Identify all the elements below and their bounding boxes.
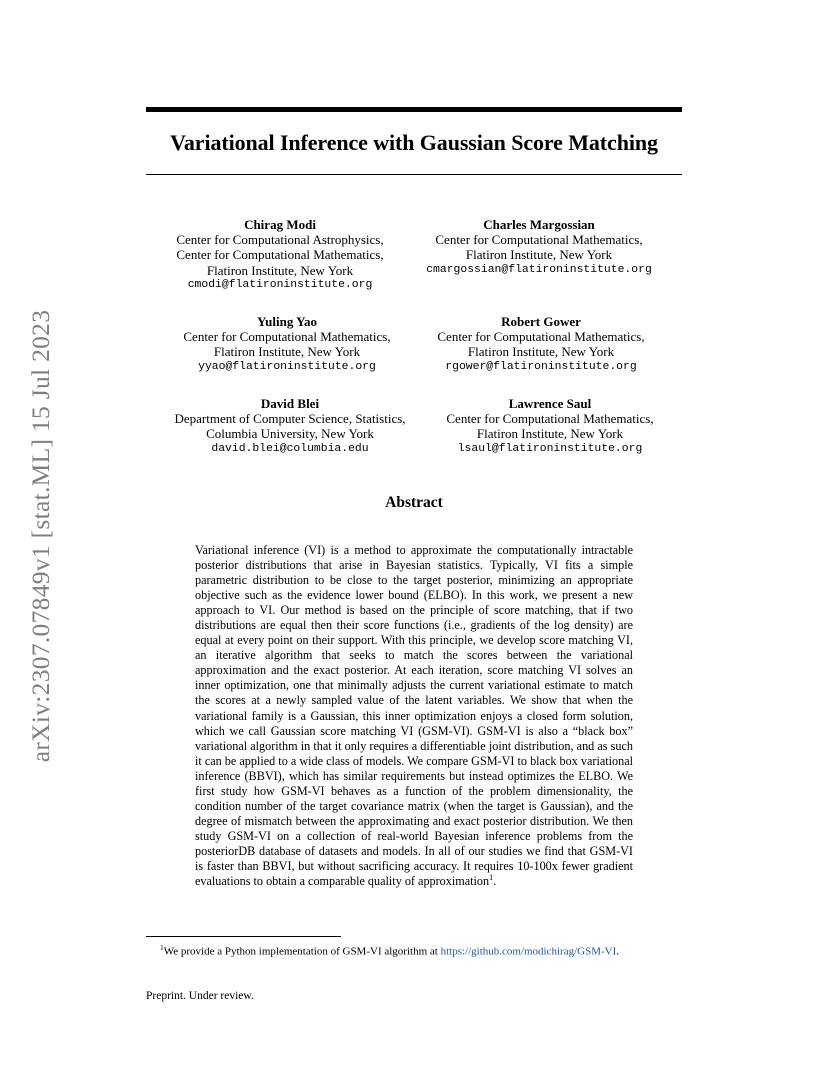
author-affiliation: Center for Computational Mathematics, bbox=[435, 232, 643, 248]
title-rule bbox=[146, 174, 682, 175]
author-affiliation: Center for Computational Mathematics, bbox=[437, 329, 645, 345]
abstract-end: . bbox=[493, 874, 497, 889]
author-email[interactable]: rgower@flatironinstitute.org bbox=[445, 360, 637, 373]
github-link[interactable]: https://github.com/modichirag/GSM-VI bbox=[440, 945, 617, 958]
author-block bbox=[409, 217, 669, 278]
author-name: Yuling Yao bbox=[256, 314, 318, 329]
author-affiliation: Center for Computational Astrophysics, bbox=[176, 232, 384, 248]
author-affiliation: Flatiron Institute, New York bbox=[206, 262, 354, 278]
author-name: David Blei bbox=[260, 396, 320, 411]
footnote-mark: 1 bbox=[160, 943, 164, 952]
author-affiliation: Center for Computational Mathematics, bbox=[183, 329, 391, 345]
author-block bbox=[430, 396, 670, 457]
author-affiliation: Columbia University, New York bbox=[206, 426, 374, 442]
abstract-text: Variational inference (VI) is a method to approximate the computationally intractable posterior distributions that arise in Bayesian statistics. Typically, VI fits a simple parametric distribution to be close to the target posterior, minimizing an appropriate objective such as the evidence lower bound (ELBO). In this work, we present a new approach to VI. Our method is based on the principle of score matching, that if two distributions are equal then their score functions (i.e., gradients of the log density) are equal at every point on their support. With this principle, we develop score matching VI, an iterative algorithm that seeks to match the scores between the variational approximation and the exact posterior. At each iteration, score matching VI solves an inner optimization, one that minimally adjusts the current variational estimate to match the scores at a newly sampled value of the latent variables. We show that when the variational family is a Gaussian, this inner optimization enjoys a closed form solution, which we call Gaussian score matching VI (GSM-VI). GSM-VI is also a “black box” variational algorithm in that it only requires a differentiable joint distribution, and as such it can be applied to a wide class of models. We compare GSM-VI to black box variational inference (BBVI), which has similar requirements but instead optimizes the ELBO. We first study how GSM-VI behaves as a function of the problem dimensionality, the condition number of the target covariance matrix (when the target is Gaussian), and the degree of mismatch between the approximating and exact posterior distribution. We then study GSM-VI on a collection of real-world Bayesian inference problems from the posteriorDB database of datasets and models. In all of our studies we find that GSM-VI is faster than BBVI, but without sacrificing accuracy. It requires 10-100x fewer gradient evaluations to obtain a comparable quality of approximation bbox=[195, 543, 633, 889]
footnote-text: We provide a Python implementation of GSM-VI algorithm at bbox=[163, 945, 441, 958]
author-block bbox=[160, 314, 414, 375]
author-name: Robert Gower bbox=[501, 314, 581, 329]
author-affiliation: Center for Computational Mathematics, bbox=[446, 411, 654, 427]
footnote-marker[interactable]: 1 bbox=[489, 872, 494, 882]
author-email[interactable]: cmargossian@flatironinstitute.org bbox=[426, 263, 652, 276]
author-affiliation: Flatiron Institute, New York bbox=[476, 426, 624, 442]
author-affiliation: Center for Computational Mathematics, bbox=[176, 247, 384, 263]
paper-title: Variational Inference with Gaussian Score Matching bbox=[170, 130, 658, 155]
author-name: Charles Margossian bbox=[483, 217, 595, 232]
author-affiliation: Flatiron Institute, New York bbox=[465, 247, 613, 263]
footnote bbox=[160, 943, 619, 958]
arxiv-identifier: arXiv:2307.07849v1 [stat.ML] 15 Jul 2023 bbox=[26, 309, 55, 763]
footnote-end: . bbox=[616, 945, 620, 958]
author-affiliation: Flatiron Institute, New York bbox=[467, 344, 615, 360]
footnote-rule bbox=[146, 936, 341, 937]
preprint-note: Preprint. Under review. bbox=[146, 990, 254, 1002]
abstract-body bbox=[195, 543, 633, 889]
author-block bbox=[160, 396, 420, 457]
author-name: Lawrence Saul bbox=[508, 396, 592, 411]
author-email[interactable]: david.blei@columbia.edu bbox=[211, 442, 369, 455]
top-rule bbox=[146, 107, 682, 112]
author-affiliation: Department of Computer Science, Statistics, bbox=[174, 411, 406, 427]
author-block bbox=[160, 217, 400, 293]
author-affiliation: Flatiron Institute, New York bbox=[213, 344, 361, 360]
author-email[interactable]: cmodi@flatironinstitute.org bbox=[187, 278, 373, 291]
abstract-heading: Abstract bbox=[385, 494, 443, 511]
author-email[interactable]: yyao@flatironinstitute.org bbox=[198, 360, 376, 373]
author-block bbox=[420, 314, 662, 375]
author-name: Chirag Modi bbox=[244, 217, 316, 232]
author-email[interactable]: lsaul@flatironinstitute.org bbox=[457, 442, 643, 455]
